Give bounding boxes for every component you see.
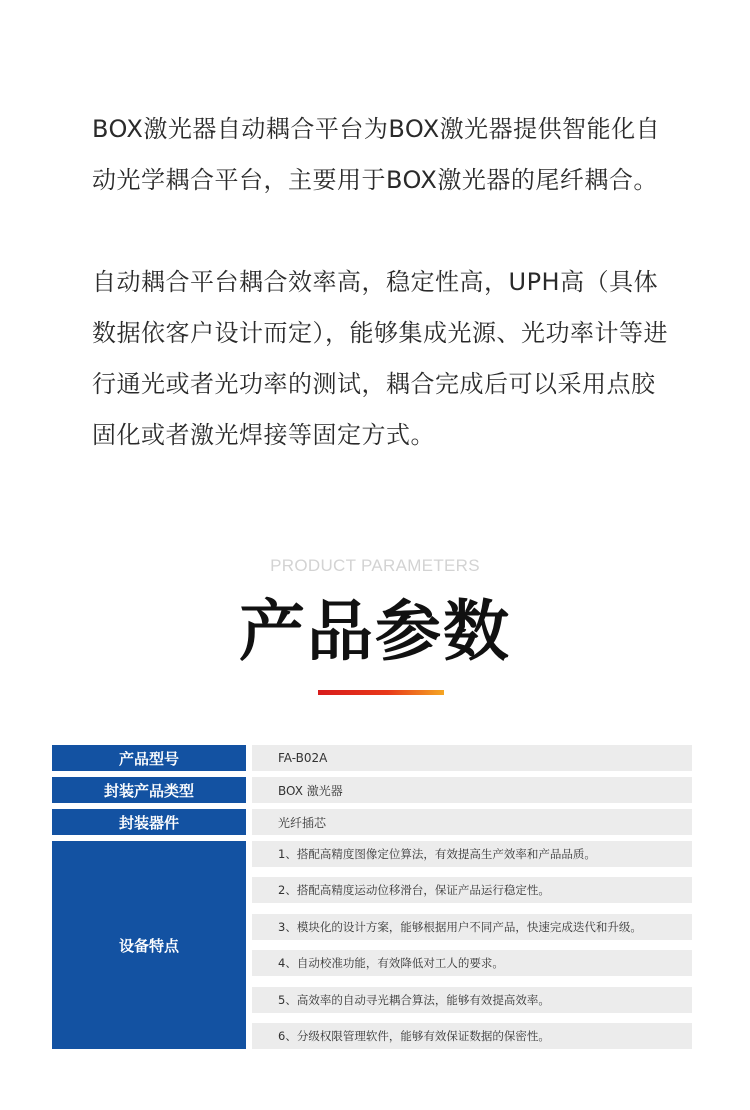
feature-list	[252, 841, 692, 1049]
section-subtitle: PRODUCT PARAMETERS	[270, 556, 480, 575]
param-row-package-type	[52, 777, 692, 803]
param-row-model	[52, 745, 692, 771]
param-value: FA-B02A	[252, 745, 692, 771]
feature-item: 6、分级权限管理软件，能够有效保证数据的保密性。	[252, 1023, 692, 1049]
param-label: 产品型号	[52, 745, 246, 771]
feature-item: 3、模块化的设计方案，能够根据用户不同产品，快速完成迭代和升级。	[252, 914, 692, 940]
feature-item: 4、自动校准功能，有效降低对工人的要求。	[252, 950, 692, 976]
parameters-table	[52, 745, 692, 1049]
section-title: 产品参数	[239, 593, 511, 670]
param-row-package-component	[52, 809, 692, 835]
param-label: 封装器件	[52, 809, 246, 835]
feature-item: 5、高效率的自动寻光耦合算法，能够有效提高效率。	[252, 987, 692, 1013]
title-underline-bar	[318, 690, 444, 695]
feature-item: 1、搭配高精度图像定位算法，有效提高生产效率和产品品质。	[252, 841, 692, 867]
param-row-features	[52, 841, 692, 1049]
intro-paragraph-2: 自动耦合平台耦合效率高，稳定性高，UPH高（具体数据依客户设计而定），能够集成光源、光功率计等进行通光或者光功率的测试，耦合完成后可以采用点胶固化或者激光焊接等固定方式。	[92, 268, 668, 449]
param-label: 封装产品类型	[52, 777, 246, 803]
intro-paragraph-1: BOX激光器自动耦合平台为BOX激光器提供智能化自动光学耦合平台，主要用于BOX激光器的尾纤耦合。	[92, 115, 661, 194]
param-label-features: 设备特点	[52, 841, 246, 1049]
intro-text	[92, 104, 672, 461]
param-value: 光纤插芯	[252, 809, 692, 835]
feature-item: 2、搭配高精度运动位移滑台，保证产品运行稳定性。	[252, 877, 692, 903]
param-value: BOX 激光器	[252, 777, 692, 803]
